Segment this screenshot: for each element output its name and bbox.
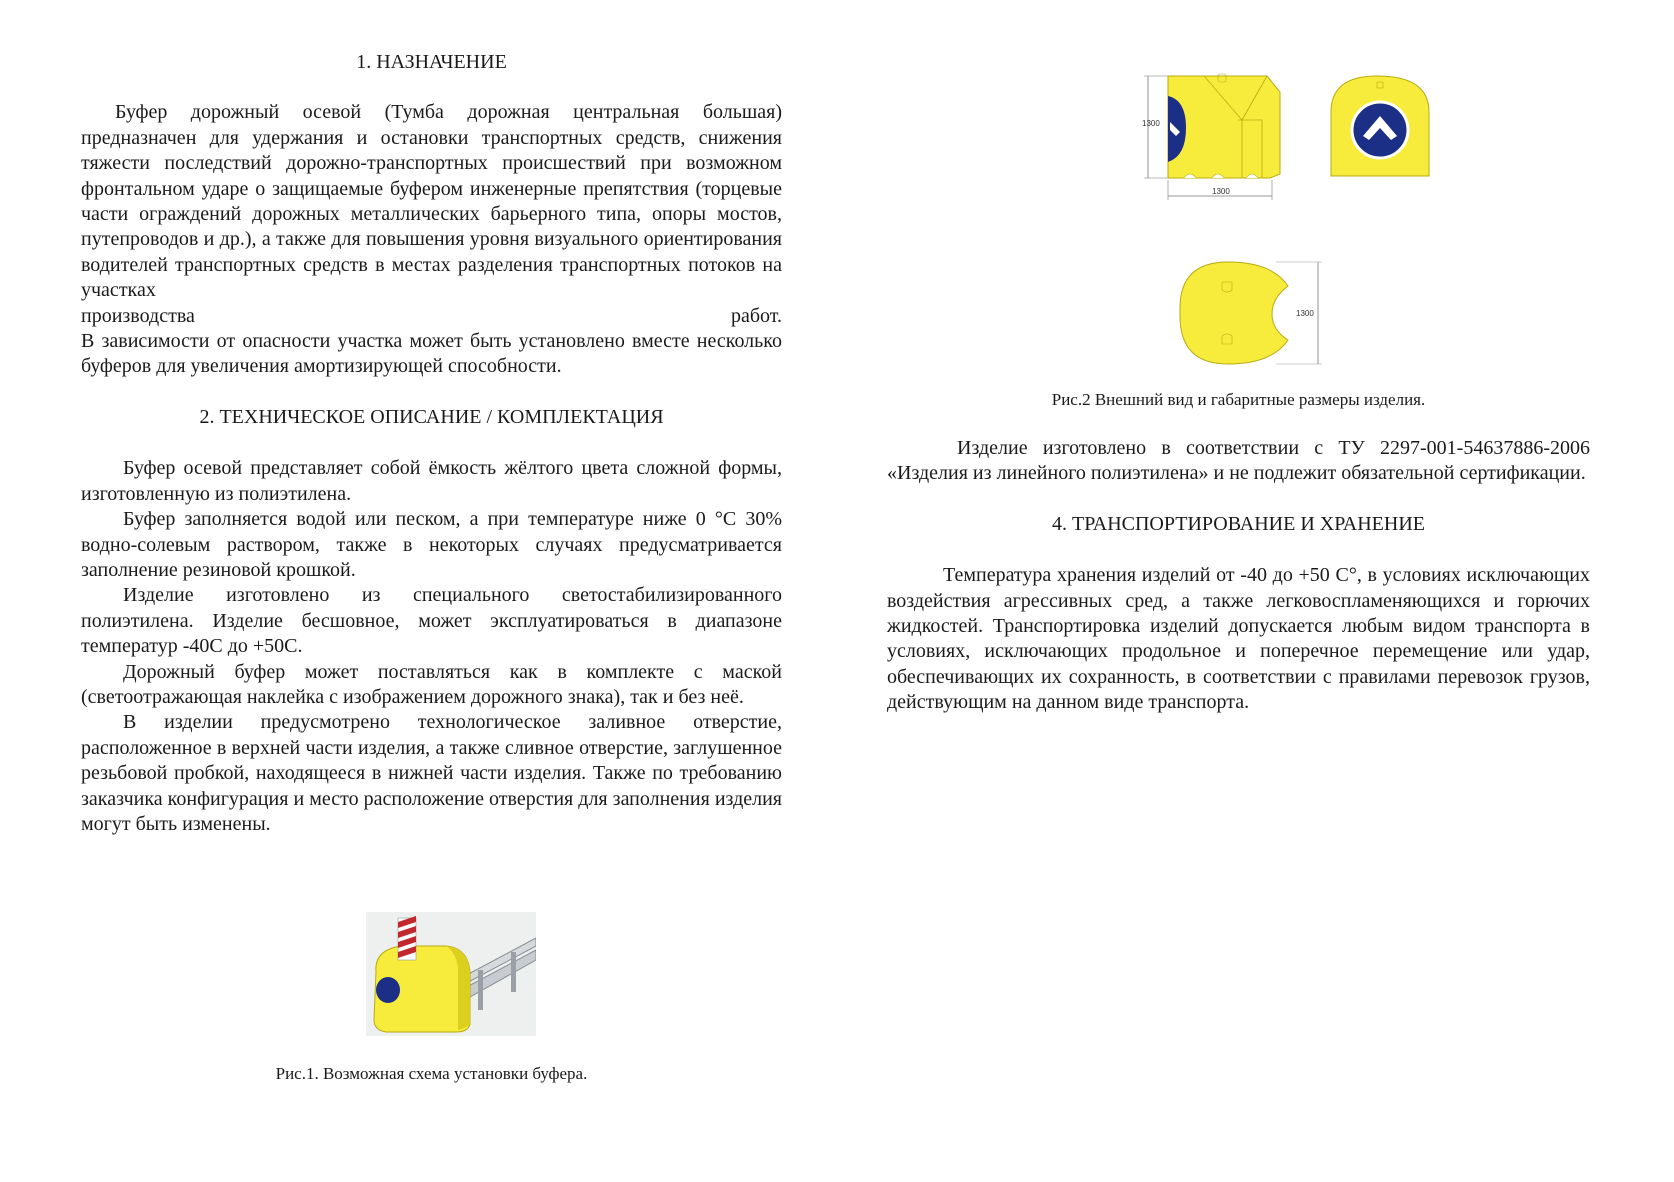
dim-width-label: 1300 (1212, 187, 1230, 196)
section-2-paragraph-2: Буфер заполняется водой или песком, а при температуре ниже 0 °С 30% водно-солевым раствором, также в некоторых случаях предусматривается заполнение резиновой крошкой. (81, 508, 782, 581)
dim-top-label: 1300 (1296, 309, 1314, 318)
left-column (81, 50, 782, 837)
section-1-paragraph-last-line (81, 304, 782, 329)
buffer-installation-illustration (366, 912, 536, 1036)
section-2-heading: 2. ТЕХНИЧЕСКОЕ ОПИСАНИЕ / КОМПЛЕКТАЦИЯ (199, 405, 664, 428)
section-1-heading: 1. НАЗНАЧЕНИЕ (356, 51, 507, 73)
right-column (887, 436, 1590, 716)
figure-2-side-view (1142, 70, 1282, 206)
section-2-paragraph-4: Дорожный буфер может поставляться как в комплекте с маской (светоотражающая наклейка с изображением дорожного знака), так и без неё. (81, 660, 782, 708)
certification-paragraph: Изделие изготовлено в соответствии с ТУ 2297-001-54637886-2006 «Изделия из линейного полиэтилена» и не подлежит обязательной сертификации. (887, 437, 1590, 485)
figure-2-caption: Рис.2 Внешний вид и габаритные размеры изделия. (1051, 390, 1426, 409)
section-4-heading: 4. ТРАНСПОРТИРОВАНИЕ И ХРАНЕНИЕ (1051, 512, 1426, 535)
buffer-top-view-drawing (1176, 258, 1326, 368)
last-line-right: работ. (730, 304, 782, 327)
buffer-front-view-drawing (1325, 70, 1435, 180)
figure-1-caption: Рис.1. Возможная схема установки буфера. (275, 1064, 588, 1083)
section-2-paragraph-3: Изделие изготовлено из специального светостабилизированного полиэтилена. Изделие бесшовное, может эксплуатироваться в диапазоне температур -40С до +50С. (81, 584, 782, 658)
section-4-paragraph: Температура хранения изделий от -40 до +50 С°, в условиях исключающих воздействия агрессивных сред, а также легковоспламеняющихся и горючих жидкостей. Транспортировка изделий допускается любым видом транспорта в условиях, исключающих продольное и поперечное перемещение или удар, обеспечивающих их сохранность, в соответствии с правилами перевозок грузов, действующим на данном виде транспорта. (887, 564, 1590, 714)
buffer-side-view-drawing (1142, 70, 1282, 206)
section-2-paragraph-1: Буфер осевой представляет собой ёмкость жёлтого цвета сложной формы, изготовленную из полиэтилена. (81, 457, 782, 505)
figure-2-top-view (1176, 258, 1326, 368)
section-1-paragraph-body: Буфер дорожный осевой (Тумба дорожная центральная большая) предназначен для удержания и остановки транспортных средств, снижения тяжести последствий дорожно-транспортных происшествий при возможном фронтальном ударе о защищаемые буфером инженерные препятствия (торцевые части ограждений дорожных металлических барьерного типа, опоры мостов, путепроводов и др.), а также для повышения уровня визуального ориентирования водителей транспортных средств в местах разделения транспортных потоков на участках (81, 101, 782, 302)
section-1-paragraph (81, 100, 782, 303)
dim-height-label: 1300 (1142, 119, 1160, 128)
section-2-paragraph-5: В изделии предусмотрено технологическое заливное отверстие, расположенное в верхней части изделия, а также сливное отверстие, заглушенное резьбовой пробкой, находящееся в нижней части изделия. Также по требованию заказчика конфигурация и место расположение отверстия для заполнения изделия могут быть изменены. (81, 711, 782, 835)
figure-2-front-view (1325, 70, 1435, 180)
last-line-left: производства (81, 304, 195, 327)
section-1-paragraph-2: В зависимости от опасности участка может быть установлено вместе несколько буферов для увеличения амортизирующей способности. (81, 330, 782, 378)
figure-1-image (366, 912, 536, 1036)
